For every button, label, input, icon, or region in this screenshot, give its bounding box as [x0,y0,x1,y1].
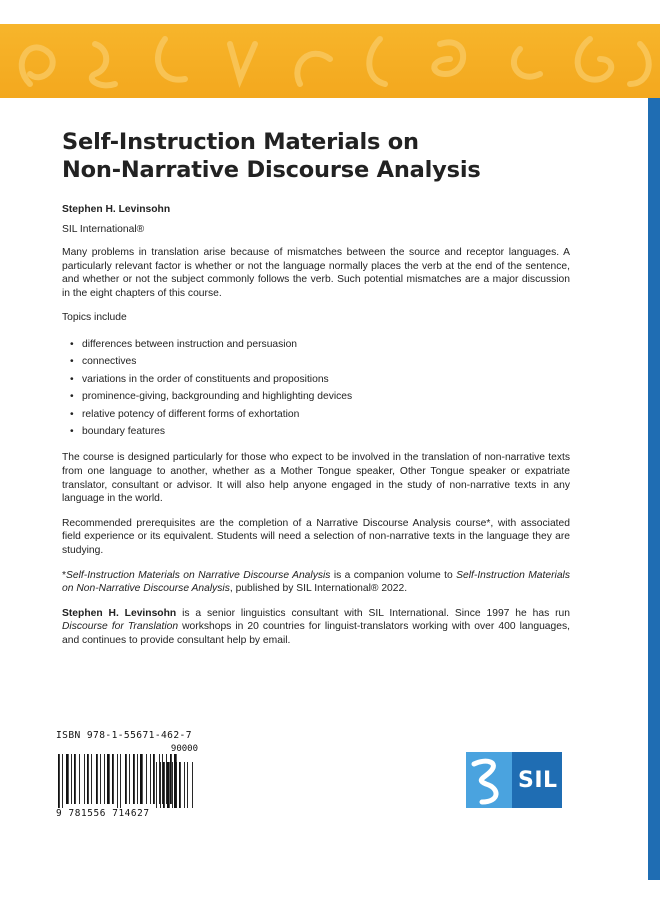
barcode-bar [84,754,85,804]
topic-item: • connectives [70,353,570,370]
barcode-bar [87,754,89,804]
barcode-bar [100,754,101,804]
spine-edge [648,98,660,880]
topic-item: • relative potency of different forms of exhortation [70,406,570,423]
bio-name: Stephen H. Levinsohn [62,607,177,619]
publisher-name: SIL International® [62,224,145,235]
barcode-bar [107,754,110,804]
sil-logo [466,752,562,808]
barcode-bar [129,754,130,804]
footnote-end: , published by SIL International® 2022. [229,583,408,595]
barcode-addon-bar [192,762,193,808]
barcode-digits: 9 781556 714627 [56,808,150,819]
script-glyphs-pattern [0,24,660,98]
barcode-addon-bar [167,762,170,808]
topic-item: • boundary features [70,423,570,440]
barcode-bar [58,754,60,808]
sil-logo-text: SIL [518,768,558,793]
intro-paragraph: Many problems in translation arise because of mismatches between the source and receptor languages. A particularly relevant factor is whether or not the language normally places the verb at the end of the sentence, and whether or not the subject commonly follows the verb. Such potential mismatches are a major discussion in the eight chapters of this course. [62,247,570,299]
barcode-bar [162,754,163,804]
barcode-bar [150,754,151,804]
barcode-bar [133,754,135,804]
barcode-addon-bar [156,762,157,808]
author-name: Stephen H. Levinsohn [62,204,171,215]
book-title [62,128,570,184]
barcode-addon-bar [187,762,188,808]
barcode-addon-bar [163,762,165,808]
barcode-bar [91,754,92,804]
barcode-bar [112,754,114,804]
title-line-2: Non-Narrative Discourse Analysis [62,157,481,183]
price-code: 90000 [170,744,198,754]
barcode-bar [74,754,76,804]
topic-item: • differences between instruction and persuasion [70,336,570,353]
top-decorative-band [0,24,660,98]
bio-part-2: workshops in 20 countries for linguist-translators working with over 400 languages, and continues to provide consultant help by email. [62,621,570,646]
topic-item: • prominence-giving, backgrounding and highlighting devices [70,388,570,405]
footnote-mid: is a companion volume to [330,569,457,581]
barcode-bar [104,754,105,804]
isbn-barcode [56,730,202,822]
barcode-bar [66,754,69,804]
barcode-bar [170,754,172,804]
barcode-bar [79,754,80,804]
barcode-bar [117,754,118,808]
barcode-addon-bar [172,762,173,808]
isbn-label: ISBN 978-1-55671-462-7 [56,730,192,741]
barcode-bar [125,754,127,804]
prerequisites-paragraph: Recommended prerequisites are the completion of a Narrative Discourse Analysis course*, with associated field experience or its equivalent. Students will need a selection of non-narrative texts in the language they are studying. [62,517,570,556]
barcode-bar [120,754,121,808]
barcode-addon-bar [179,762,181,808]
barcode-addon-bar [160,762,161,808]
barcode-bar [166,754,167,804]
bio-part-1: is a senior linguistics consultant with SIL International. Since 1997 he has run [176,607,570,619]
back-cover-text [62,128,570,659]
author-bio [62,607,570,648]
barcode-bar [140,754,143,804]
topic-item: • variations in the order of constituents and propositions [70,371,570,388]
this-title: Self-Instruction Materials on Non-Narrative Discourse Analysis [62,569,570,595]
companion-title: Self-Instruction Materials on Narrative Discourse Analysis [66,569,331,581]
footnote-paragraph [62,569,570,596]
barcode-addon-bar [184,762,185,808]
topics-list [62,336,570,440]
barcode-bar [159,754,160,804]
barcode-bar [137,754,138,804]
audience-paragraph: The course is designed particularly for those who expect to be involved in the translation of non-narrative texts from one language to another, whether as a Mother Tongue speaker, Other Tongue speaker or expatriate translator, consultant or advisor. It will also help anyone engaged in the study of non-narrative texts in any language in the world. [62,452,570,505]
barcode-bar [153,754,155,804]
barcode-bar [96,754,98,804]
workshop-title: Discourse for Translation [62,621,179,633]
barcode-bar [62,754,63,808]
barcode-addon-bar [176,762,177,808]
barcode-bar [71,754,72,804]
barcode-bar [146,754,147,804]
title-line-1: Self-Instruction Materials on [62,129,419,155]
topics-heading: Topics include [62,312,127,324]
footnote-star: * [62,569,67,581]
